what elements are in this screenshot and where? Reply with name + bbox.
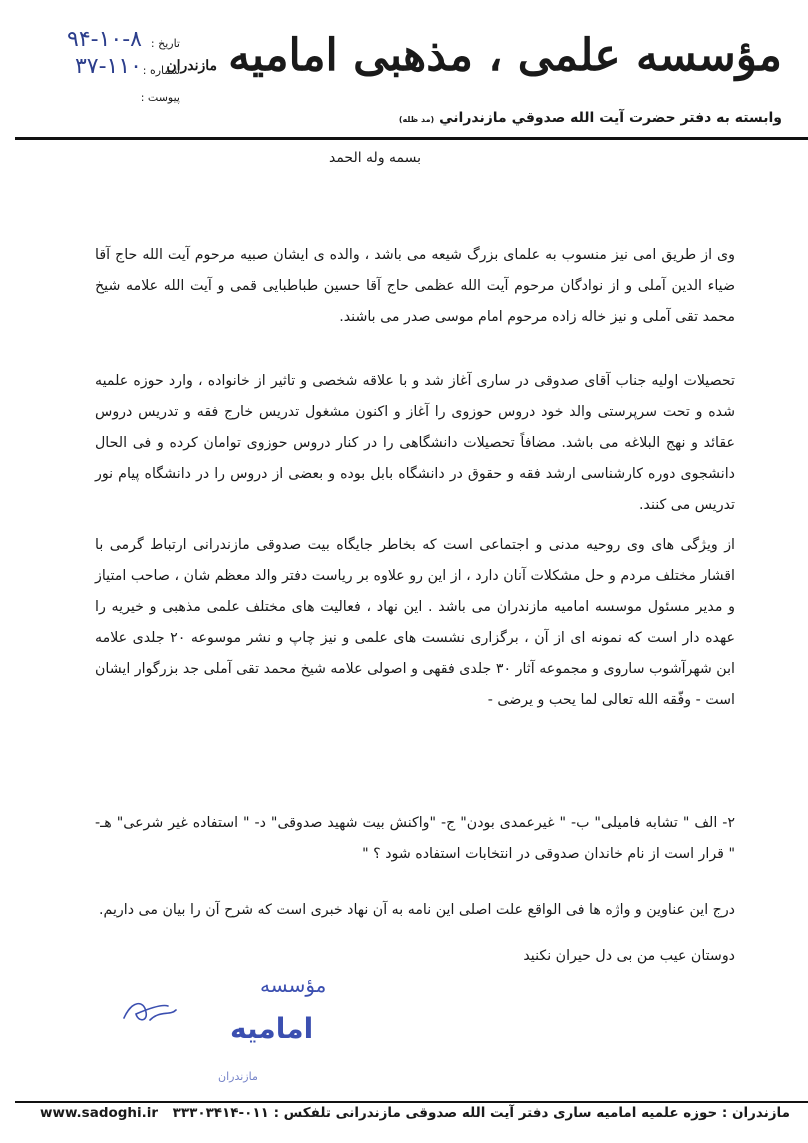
paragraph-text: وی از طریق امی نیز منسوب به علمای بزرگ شیعه می باشد ، والده ی ایشان صبیه مرحوم آیت الله حاج آقا ضیاء الدین آملی و از نوادگان مرحوم آیت الله عظمی حاج آقا حسین طباطبایی قمی و آیت الله علامه شیخ محمد تقی آملی و نیز خاله زاده مرحوم امام موسی صدر می باشند. <box>95 247 735 325</box>
paragraph-headlines <box>95 808 735 870</box>
meta-date-value: ۹۴-۱۰-۸ <box>67 27 142 52</box>
letter-meta <box>30 27 180 111</box>
letterhead-title <box>166 30 782 81</box>
paragraph-text: ۲- الف " تشابه فامیلی" ب- " غیرعمدی بودن" ج- "واکنش بیت شهید صدوقی" د- " استفاده غیر شرعی" هـ- " قرار است از نام خاندان صدوقی در انتخابات استفاده شود ؟ " <box>95 815 735 862</box>
paragraph-reason <box>95 895 735 926</box>
paragraph-text: درج این عناوین و واژه ها فی الواقع علت اصلی این نامه به آن نهاد خبری است که شرح آن را بیان می داریم. <box>99 902 735 918</box>
paragraph-text: تحصیلات اولیه جناب آقای صدوقی در ساری آغاز شد و با علاقه شخصی و تاثیر از خانواده ، وارد حوزه علمیه شده و تحت سرپرستی والد خود دروس حوزوی را آغاز و اکنون مشغول تدریس خارج فقه و تدریس دروس عقائد و نهج البلاغه می باشد. مضافاً تحصیلات دانشگاهی را در کنار دروس حوزوی توامان کرده و فی الحال دانشجوی دوره کارشناسی ارشد فقه و حقوق در دانشگاه بابل بوده و بعضی از دروس را در دانشگاه پیام نور تدریس می کنند. <box>95 373 735 513</box>
paragraph-lineage <box>95 240 735 333</box>
footer-website: www.sadoghi.ir <box>40 1105 159 1121</box>
org-name: مؤسسه علمی ، مذهبی امامیه <box>228 30 782 81</box>
org-region: مازندران <box>166 58 218 74</box>
affiliation-note: (مد ظله) <box>398 115 435 124</box>
meta-attachment <box>30 84 180 111</box>
paragraph-activities <box>95 530 735 716</box>
footer-address: مازندران : حوزه علمیه امامیه ساری دفتر آیت الله صدوقی مازندرانی تلفکس : ۰۱۱-۳۳۳۰۳۴۱۴ <box>172 1105 790 1121</box>
meta-number <box>30 54 180 84</box>
institution-stamp <box>110 960 327 1100</box>
signature-stroke <box>150 1010 176 1020</box>
affiliation-text: وابسته به دفتر حضرت آیت الله صدوقي مازندراني <box>439 110 782 126</box>
meta-number-value: ۳۷-۱۱۰ <box>74 54 142 79</box>
letterhead-affiliation <box>399 110 782 126</box>
stamp-line-3: مازندران <box>218 1070 258 1083</box>
paragraph-text: از ویژگی های وی روحیه مدنی و اجتماعی است که بخاطر جایگاه بیت صدوقی مازندرانی ارتباط گرمی با اقشار مختلف مردم و حل مشکلات آنان دارد ، از این رو علاوه بر ریاست دفتر والد معظم شان ، صاحب امتیاز و مدیر مسئول موسسه امامیه مازندران می باشد . این نهاد ، فعالیت های مختلف علمی مذهبی و خیریه را عهده دار است که نمونه ای از آن ، برگزاری نشست های علمی و نیز چاپ و نشر موسوعه ۲۰ جلدی علامه ابن شهرآشوب ساروی و مجموعه آثار ۳۰ جلدی فقهی و اصولی علامه شیخ محمد تقی آملی جد بزرگوار ایشان است - وفّقه الله تعالی لما یحب و یرضی - <box>95 537 735 708</box>
basmala: بسمه وله الحمد <box>328 150 422 166</box>
meta-number-label: شماره : <box>142 64 180 77</box>
footer-divider <box>15 1101 808 1103</box>
paragraph-text: دوستان عیب من بی دل حیران نکنید <box>523 948 735 964</box>
stamp-line-2: امامیه <box>230 1012 314 1045</box>
meta-attachment-label: پیوست : <box>140 91 180 104</box>
paragraph-education <box>95 366 735 521</box>
stamp-line-1: مؤسسه <box>260 973 327 997</box>
signature-stroke <box>124 1004 168 1020</box>
meta-date-label: تاریخ : <box>150 37 180 50</box>
header-divider <box>15 137 808 140</box>
